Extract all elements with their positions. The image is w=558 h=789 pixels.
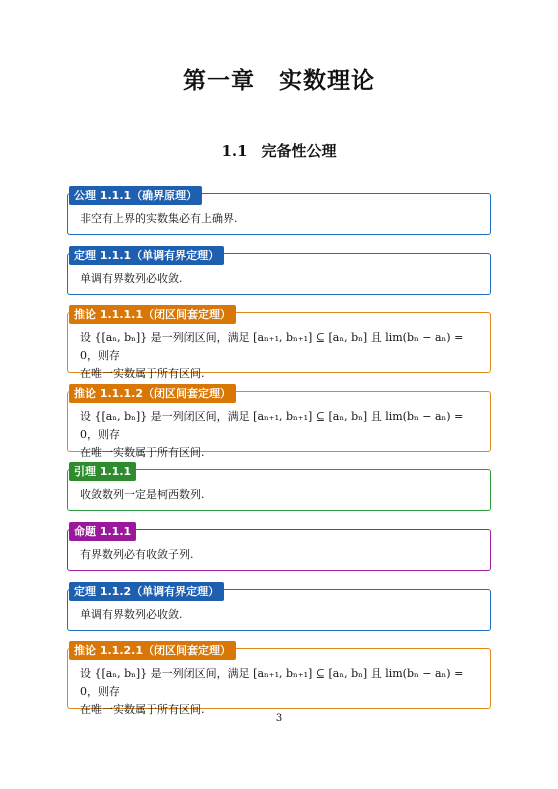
- body-line: 设 {[aₙ, bₙ]} 是一列闭区间，满足 [aₙ₊₁, bₙ₊₁] ⊆ [aₙ, bₙ] 且 lim(bₙ − aₙ) = 0，则存: [80, 667, 464, 698]
- axiom-label: 公理 1.1.1（确界原理）: [69, 186, 202, 205]
- body-line: 单调有界数列必收敛.: [80, 272, 183, 285]
- section-heading: [0, 140, 558, 161]
- corollary-body: [68, 392, 490, 470]
- page-number: 3: [275, 713, 283, 724]
- body-line: 设 {[aₙ, bₙ]} 是一列闭区间，满足 [aₙ₊₁, bₙ₊₁] ⊆ [aₙ, bₙ] 且 lim(bₙ − aₙ) = 0，则存: [80, 410, 464, 441]
- lemma-box: [67, 465, 491, 511]
- body-line: 收敛数列一定是柯西数列.: [80, 488, 205, 501]
- section-title: 完备性公理: [261, 142, 337, 160]
- lemma-label: 引理 1.1.1: [69, 462, 136, 481]
- body-line: 在唯一实数属于所有区间.: [80, 703, 205, 716]
- chapter-title: 第一章 实数理论: [183, 67, 375, 94]
- theorem-label: 定理 1.1.2（单调有界定理）: [69, 582, 224, 601]
- corollary-box: [67, 387, 491, 459]
- body-line: 在唯一实数属于所有区间.: [80, 446, 205, 459]
- proposition-box: [67, 525, 491, 571]
- corollary-label: 推论 1.1.2.1（闭区间套定理）: [69, 641, 236, 660]
- proposition-label: 命题 1.1.1: [69, 522, 136, 541]
- body-line: 在唯一实数属于所有区间.: [80, 367, 205, 380]
- body-line: 单调有界数列必收敛.: [80, 608, 183, 621]
- theorem-box: [67, 585, 491, 631]
- corollary-box: [67, 308, 491, 380]
- theorem-label: 定理 1.1.1（单调有界定理）: [69, 246, 224, 265]
- axiom-box: [67, 189, 491, 235]
- body-line: 有界数列必有收敛子列.: [80, 548, 194, 561]
- corollary-box: [67, 644, 491, 716]
- corollary-label: 推论 1.1.1.1（闭区间套定理）: [69, 305, 236, 324]
- corollary-body: [68, 313, 490, 391]
- corollary-label: 推论 1.1.1.2（闭区间套定理）: [69, 384, 236, 403]
- theorem-box: [67, 249, 491, 295]
- body-line: 设 {[aₙ, bₙ]} 是一列闭区间，满足 [aₙ₊₁, bₙ₊₁] ⊆ [aₙ, bₙ] 且 lim(bₙ − aₙ) = 0，则存: [80, 331, 464, 362]
- body-line: 非空有上界的实数集必有上确界.: [80, 212, 238, 225]
- section-number: 1.1: [221, 142, 248, 160]
